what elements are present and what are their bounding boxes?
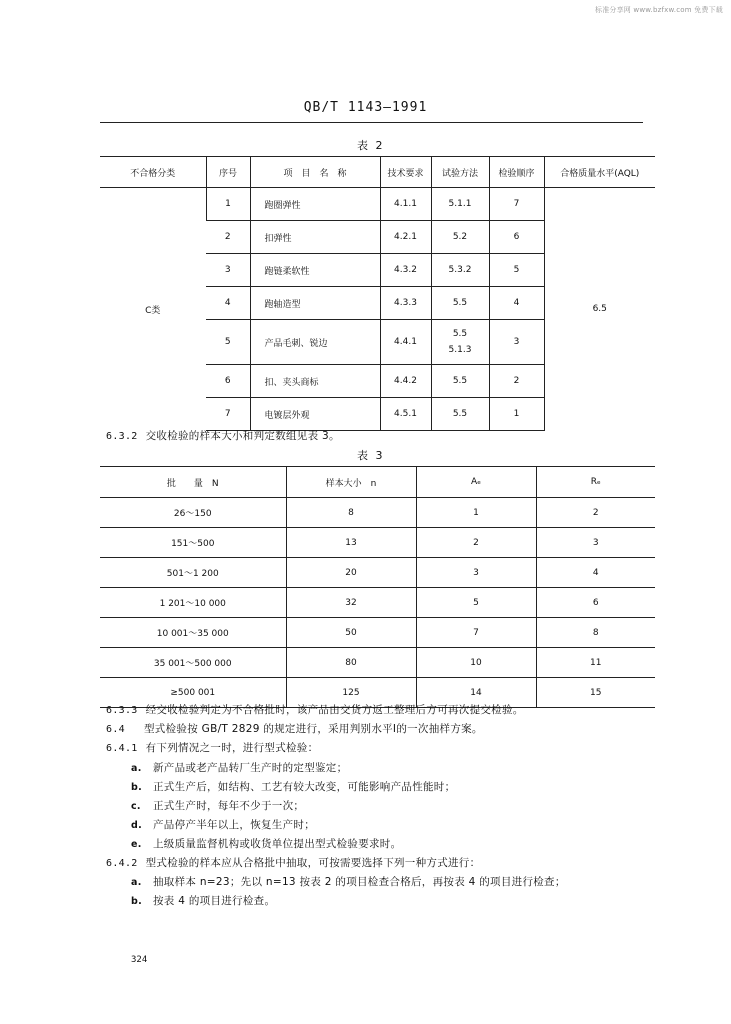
table2-cell-no: 2 — [206, 221, 250, 254]
table2-cell-method: 5.1.1 — [431, 188, 489, 221]
table3-header-sample-size: 样本大小 n — [286, 467, 416, 498]
table3-row — [100, 498, 655, 528]
table3-row — [100, 588, 655, 618]
list-marker: b. — [131, 782, 143, 793]
list-item-6-4-1-e — [131, 836, 401, 851]
table2-cell-no: 4 — [206, 287, 250, 320]
page-number: 324 — [131, 955, 148, 965]
clause-6-4 — [106, 721, 483, 736]
table2-cell-item: 跑链柔软性 — [250, 254, 380, 287]
table2-header-requirement: 技术要求 — [380, 157, 431, 188]
table3 — [100, 466, 655, 708]
clause-6-4-2 — [106, 855, 480, 870]
list-text: 按表 4 的项目进行检查。 — [153, 895, 276, 907]
table2-cell-method: 5.5 — [431, 398, 489, 431]
table2-category-cell: C类 — [145, 305, 161, 316]
table3-cell-lot: 151～500 — [100, 528, 286, 558]
clause-text: 经交收检验判定为不合格批时，该产品由交货方返工整理后方可再次提交检验。 — [145, 704, 524, 716]
table3-cell-n: 50 — [286, 618, 416, 648]
list-item-6-4-2-a — [131, 874, 566, 889]
table3-cell-n: 13 — [286, 528, 416, 558]
table3-cell-re: 8 — [536, 618, 655, 648]
table3-cell-n: 125 — [286, 678, 416, 708]
table2-cell-item: 产品毛刺、锐边 — [250, 320, 380, 365]
table2-cell-no: 3 — [206, 254, 250, 287]
table3-cell-ac: 3 — [416, 558, 536, 588]
table3-row — [100, 618, 655, 648]
table3-cell-n: 80 — [286, 648, 416, 678]
table3-header-reject: Rₑ — [536, 467, 655, 498]
table2-aql-cell: 6.5 — [544, 188, 655, 431]
table3-row — [100, 648, 655, 678]
table3-cell-ac: 7 — [416, 618, 536, 648]
table2-cell-no: 7 — [206, 398, 250, 431]
table3-cell-lot: 26～150 — [100, 498, 286, 528]
table2-cell-method: 5.3.2 — [431, 254, 489, 287]
clause-6-3-2 — [106, 428, 340, 443]
standard-number-header: QB/T 1143—1991 — [303, 100, 428, 115]
table2-cell-order: 1 — [489, 398, 544, 431]
clause-text: 交收检验的样本大小和判定数组见表 3。 — [145, 430, 340, 442]
table2-cell-method-line2: 5.1.3 — [448, 345, 472, 355]
table2-header-no: 序号 — [206, 157, 250, 188]
table2-cell-order: 5 — [489, 254, 544, 287]
table2-cell-item: 扣、夹头商标 — [250, 365, 380, 398]
list-text: 抽取样本 n=23；先以 n=13 按表 2 的项目检查合格后，再按表 4 的项目进行检查； — [153, 876, 566, 888]
table2-cell-method: 5.5 — [431, 287, 489, 320]
table3-cell-lot: 35 001～500 000 — [100, 648, 286, 678]
clause-number: 6.3.3 — [106, 705, 138, 716]
table3-header-row — [100, 467, 655, 498]
table3-row — [100, 528, 655, 558]
table3-header-lot-size: 批 量 N — [100, 467, 286, 498]
list-marker: d. — [131, 820, 143, 831]
list-text: 新产品或老产品转厂生产时的定型鉴定； — [153, 762, 348, 774]
table2-cell-requirement: 4.5.1 — [380, 398, 431, 431]
table3-cell-n: 32 — [286, 588, 416, 618]
clause-6-3-3 — [106, 702, 524, 717]
table2-cell-method: 5.5 — [431, 365, 489, 398]
header-rule — [100, 122, 643, 123]
table2-header-category: 不合格分类 — [100, 157, 206, 188]
list-item-6-4-1-a — [131, 760, 347, 775]
table3-cell-n: 20 — [286, 558, 416, 588]
list-marker: c. — [131, 801, 141, 812]
table3-cell-lot: 1 201～10 000 — [100, 588, 286, 618]
table3-cell-re: 11 — [536, 648, 655, 678]
table3-cell-re: 6 — [536, 588, 655, 618]
table2-cell-requirement: 4.2.1 — [380, 221, 431, 254]
table3-cell-n: 8 — [286, 498, 416, 528]
table3-cell-ac: 10 — [416, 648, 536, 678]
table2-header-aql: 合格质量水平(AQL) — [544, 157, 655, 188]
list-item-6-4-1-d — [131, 817, 315, 832]
table2-cell-order: 7 — [489, 188, 544, 221]
table3-caption: 表 3 — [357, 449, 385, 462]
table2-caption: 表 2 — [357, 139, 385, 152]
table3-header-accept: Aₑ — [416, 467, 536, 498]
table2-cell-requirement: 4.3.2 — [380, 254, 431, 287]
table2-cell-order: 6 — [489, 221, 544, 254]
table2-header-test-method: 试验方法 — [431, 157, 489, 188]
list-text: 上级质量监督机构或收货单位提出型式检验要求时。 — [153, 838, 402, 850]
table2-row — [100, 188, 655, 221]
table3-cell-lot: ≥500 001 — [100, 678, 286, 708]
table3-cell-re: 3 — [536, 528, 655, 558]
table3-cell-ac: 1 — [416, 498, 536, 528]
clause-number: 6.3.2 — [106, 431, 138, 442]
table3-cell-re: 15 — [536, 678, 655, 708]
table2-cell-method-line1: 5.5 — [452, 329, 468, 339]
list-marker: a. — [131, 877, 142, 888]
table2-cell-requirement: 4.4.2 — [380, 365, 431, 398]
table3-cell-re: 4 — [536, 558, 655, 588]
clause-number: 6.4.1 — [106, 743, 138, 754]
clause-number: 6.4.2 — [106, 858, 138, 869]
list-text: 正式生产时，每年不少于一次； — [153, 800, 305, 812]
list-item-6-4-1-c — [131, 798, 304, 813]
table2-header-row — [100, 157, 655, 188]
table3-cell-re: 2 — [536, 498, 655, 528]
table2 — [100, 156, 655, 431]
table2-cell-order: 2 — [489, 365, 544, 398]
table2-cell-method — [431, 320, 489, 365]
table2-cell-item: 跑轴造型 — [250, 287, 380, 320]
table2-cell-item: 扣弹性 — [250, 221, 380, 254]
table2-cell-order: 3 — [489, 320, 544, 365]
table3-cell-ac: 2 — [416, 528, 536, 558]
table2-cell-order: 4 — [489, 287, 544, 320]
list-item-6-4-1-b — [131, 779, 455, 794]
clause-number: 6.4 — [106, 724, 125, 735]
table2-cell-item: 电镀层外观 — [250, 398, 380, 431]
table2-cell-no: 5 — [206, 320, 250, 365]
table2-cell-no: 1 — [206, 188, 250, 221]
clause-6-4-1 — [106, 740, 318, 755]
table3-cell-ac: 14 — [416, 678, 536, 708]
table2-cell-requirement: 4.4.1 — [380, 320, 431, 365]
table3-cell-ac: 5 — [416, 588, 536, 618]
table3-cell-lot: 501～1 200 — [100, 558, 286, 588]
list-text: 正式生产后，如结构、工艺有较大改变，可能影响产品性能时； — [153, 781, 456, 793]
list-text: 产品停产半年以上，恢复生产时； — [153, 819, 315, 831]
list-marker: a. — [131, 763, 142, 774]
table3-cell-lot: 10 001～35 000 — [100, 618, 286, 648]
watermark: 标准分享网 www.bzfxw.com 免费下载 — [595, 6, 723, 14]
table2-cell-requirement: 4.1.1 — [380, 188, 431, 221]
list-marker: e. — [131, 839, 142, 850]
table3-row — [100, 558, 655, 588]
table2-header-item: 项 目 名 称 — [250, 157, 380, 188]
table2-cell-requirement: 4.3.3 — [380, 287, 431, 320]
table2-cell-item: 跑圈弹性 — [250, 188, 380, 221]
clause-text: 型式检验的样本应从合格批中抽取，可按需要选择下列一种方式进行： — [145, 857, 481, 869]
list-item-6-4-2-b — [131, 893, 275, 908]
clause-text: 有下列情况之一时，进行型式检验： — [145, 742, 319, 754]
table2-header-order: 检验顺序 — [489, 157, 544, 188]
list-marker: b. — [131, 896, 143, 907]
table2-cell-no: 6 — [206, 365, 250, 398]
table2-cell-method: 5.2 — [431, 221, 489, 254]
clause-text: 型式检验按 GB/T 2829 的规定进行，采用判别水平Ⅰ的一次抽样方案。 — [144, 723, 483, 735]
